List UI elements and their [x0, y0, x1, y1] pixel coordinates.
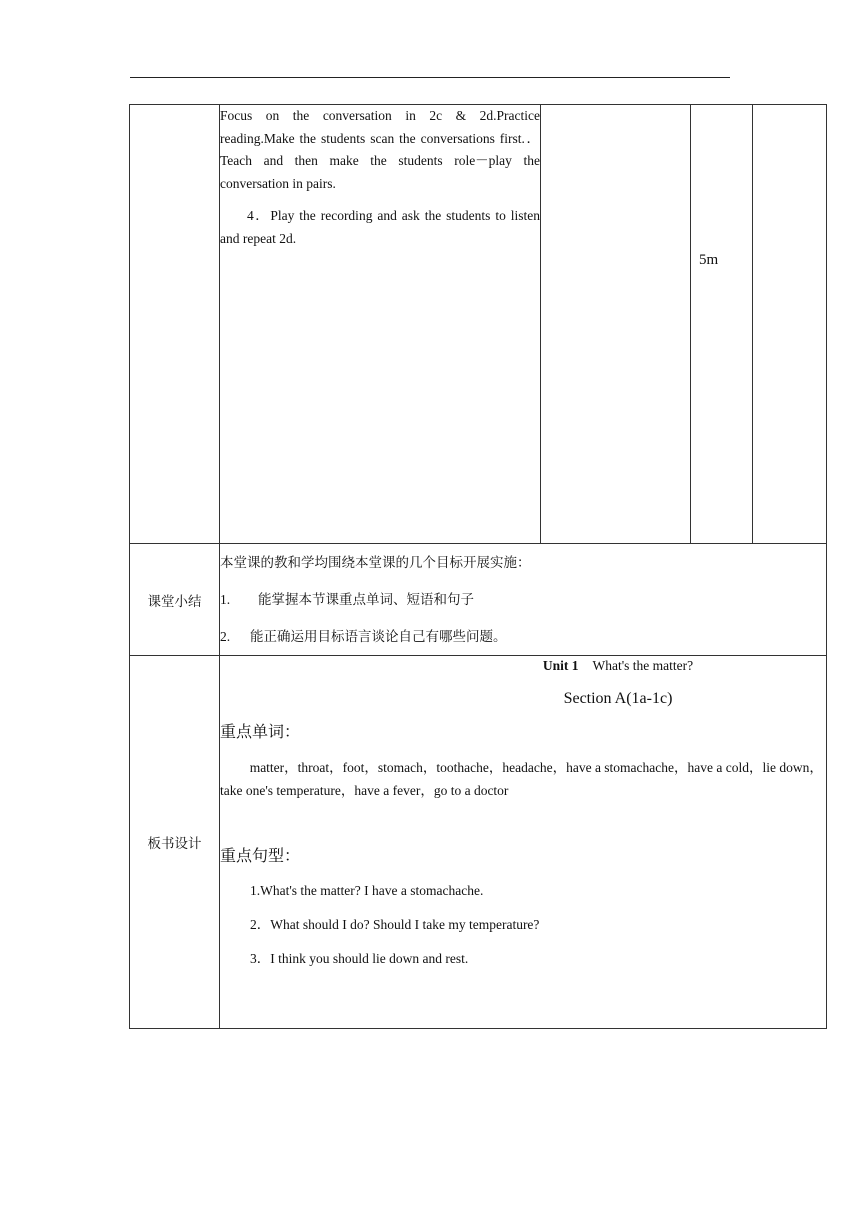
- summary-item-number: 1.: [220, 592, 231, 607]
- board-words-heading: 重点单词：: [220, 724, 301, 741]
- summary-item-text: 能正确运用目标语言谈论自己有哪些问题。: [250, 629, 507, 644]
- board-unit-title: What's the matter?: [592, 658, 694, 673]
- board-label: 板书设计: [130, 656, 220, 1029]
- summary-item-number: 2.: [220, 629, 231, 644]
- procedure-paragraph-2: 4．Play the recording and ask the students to listen and repeat 2d.: [220, 208, 540, 246]
- board-sentence: 1.What's the matter? I have a stomachache.: [250, 883, 484, 898]
- header-rule: [130, 77, 730, 78]
- summary-content: [220, 544, 827, 656]
- procedure-content-cell: [220, 105, 541, 544]
- board-content: [220, 656, 827, 1029]
- board-unit: Unit 1: [542, 658, 579, 673]
- summary-item: [220, 581, 826, 618]
- lesson-plan-table: [129, 104, 827, 1029]
- time-value: 5m: [699, 252, 719, 268]
- notes-cell: [753, 105, 827, 544]
- board-unit-line: [220, 656, 826, 676]
- summary-item: [220, 618, 826, 655]
- summary-intro: 本堂课的教和学均围绕本堂课的几个目标开展实施：: [220, 555, 531, 570]
- time-cell: [691, 105, 753, 544]
- board-sentence: 3．I think you should lie down and rest.: [250, 951, 469, 966]
- board-words: matter，throat，foot，stomach，toothache，headache，have a stomachache，have a cold，lie down，take one's temperature，have a fever，go to a doctor: [220, 760, 823, 798]
- procedure-paragraph-1: Focus on the conversation in 2c & 2d.Practice reading.Make the students scan the conversations first.． Teach and then make the students role－play the conversation in pairs.: [220, 108, 540, 191]
- board-row: [130, 656, 827, 1029]
- summary-label: 课堂小结: [130, 544, 220, 656]
- procedure-row: [130, 105, 827, 544]
- procedure-label-cell: [130, 105, 220, 544]
- board-sentences-heading: 重点句型：: [220, 848, 301, 865]
- student-activity-cell: [541, 105, 691, 544]
- summary-row: [130, 544, 827, 656]
- summary-item-text: 能掌握本节课重点单词、短语和句子: [258, 592, 474, 607]
- board-section: Section A(1a-1c): [563, 690, 673, 707]
- board-sentence: 2．What should I do? Should I take my temperature?: [250, 917, 540, 932]
